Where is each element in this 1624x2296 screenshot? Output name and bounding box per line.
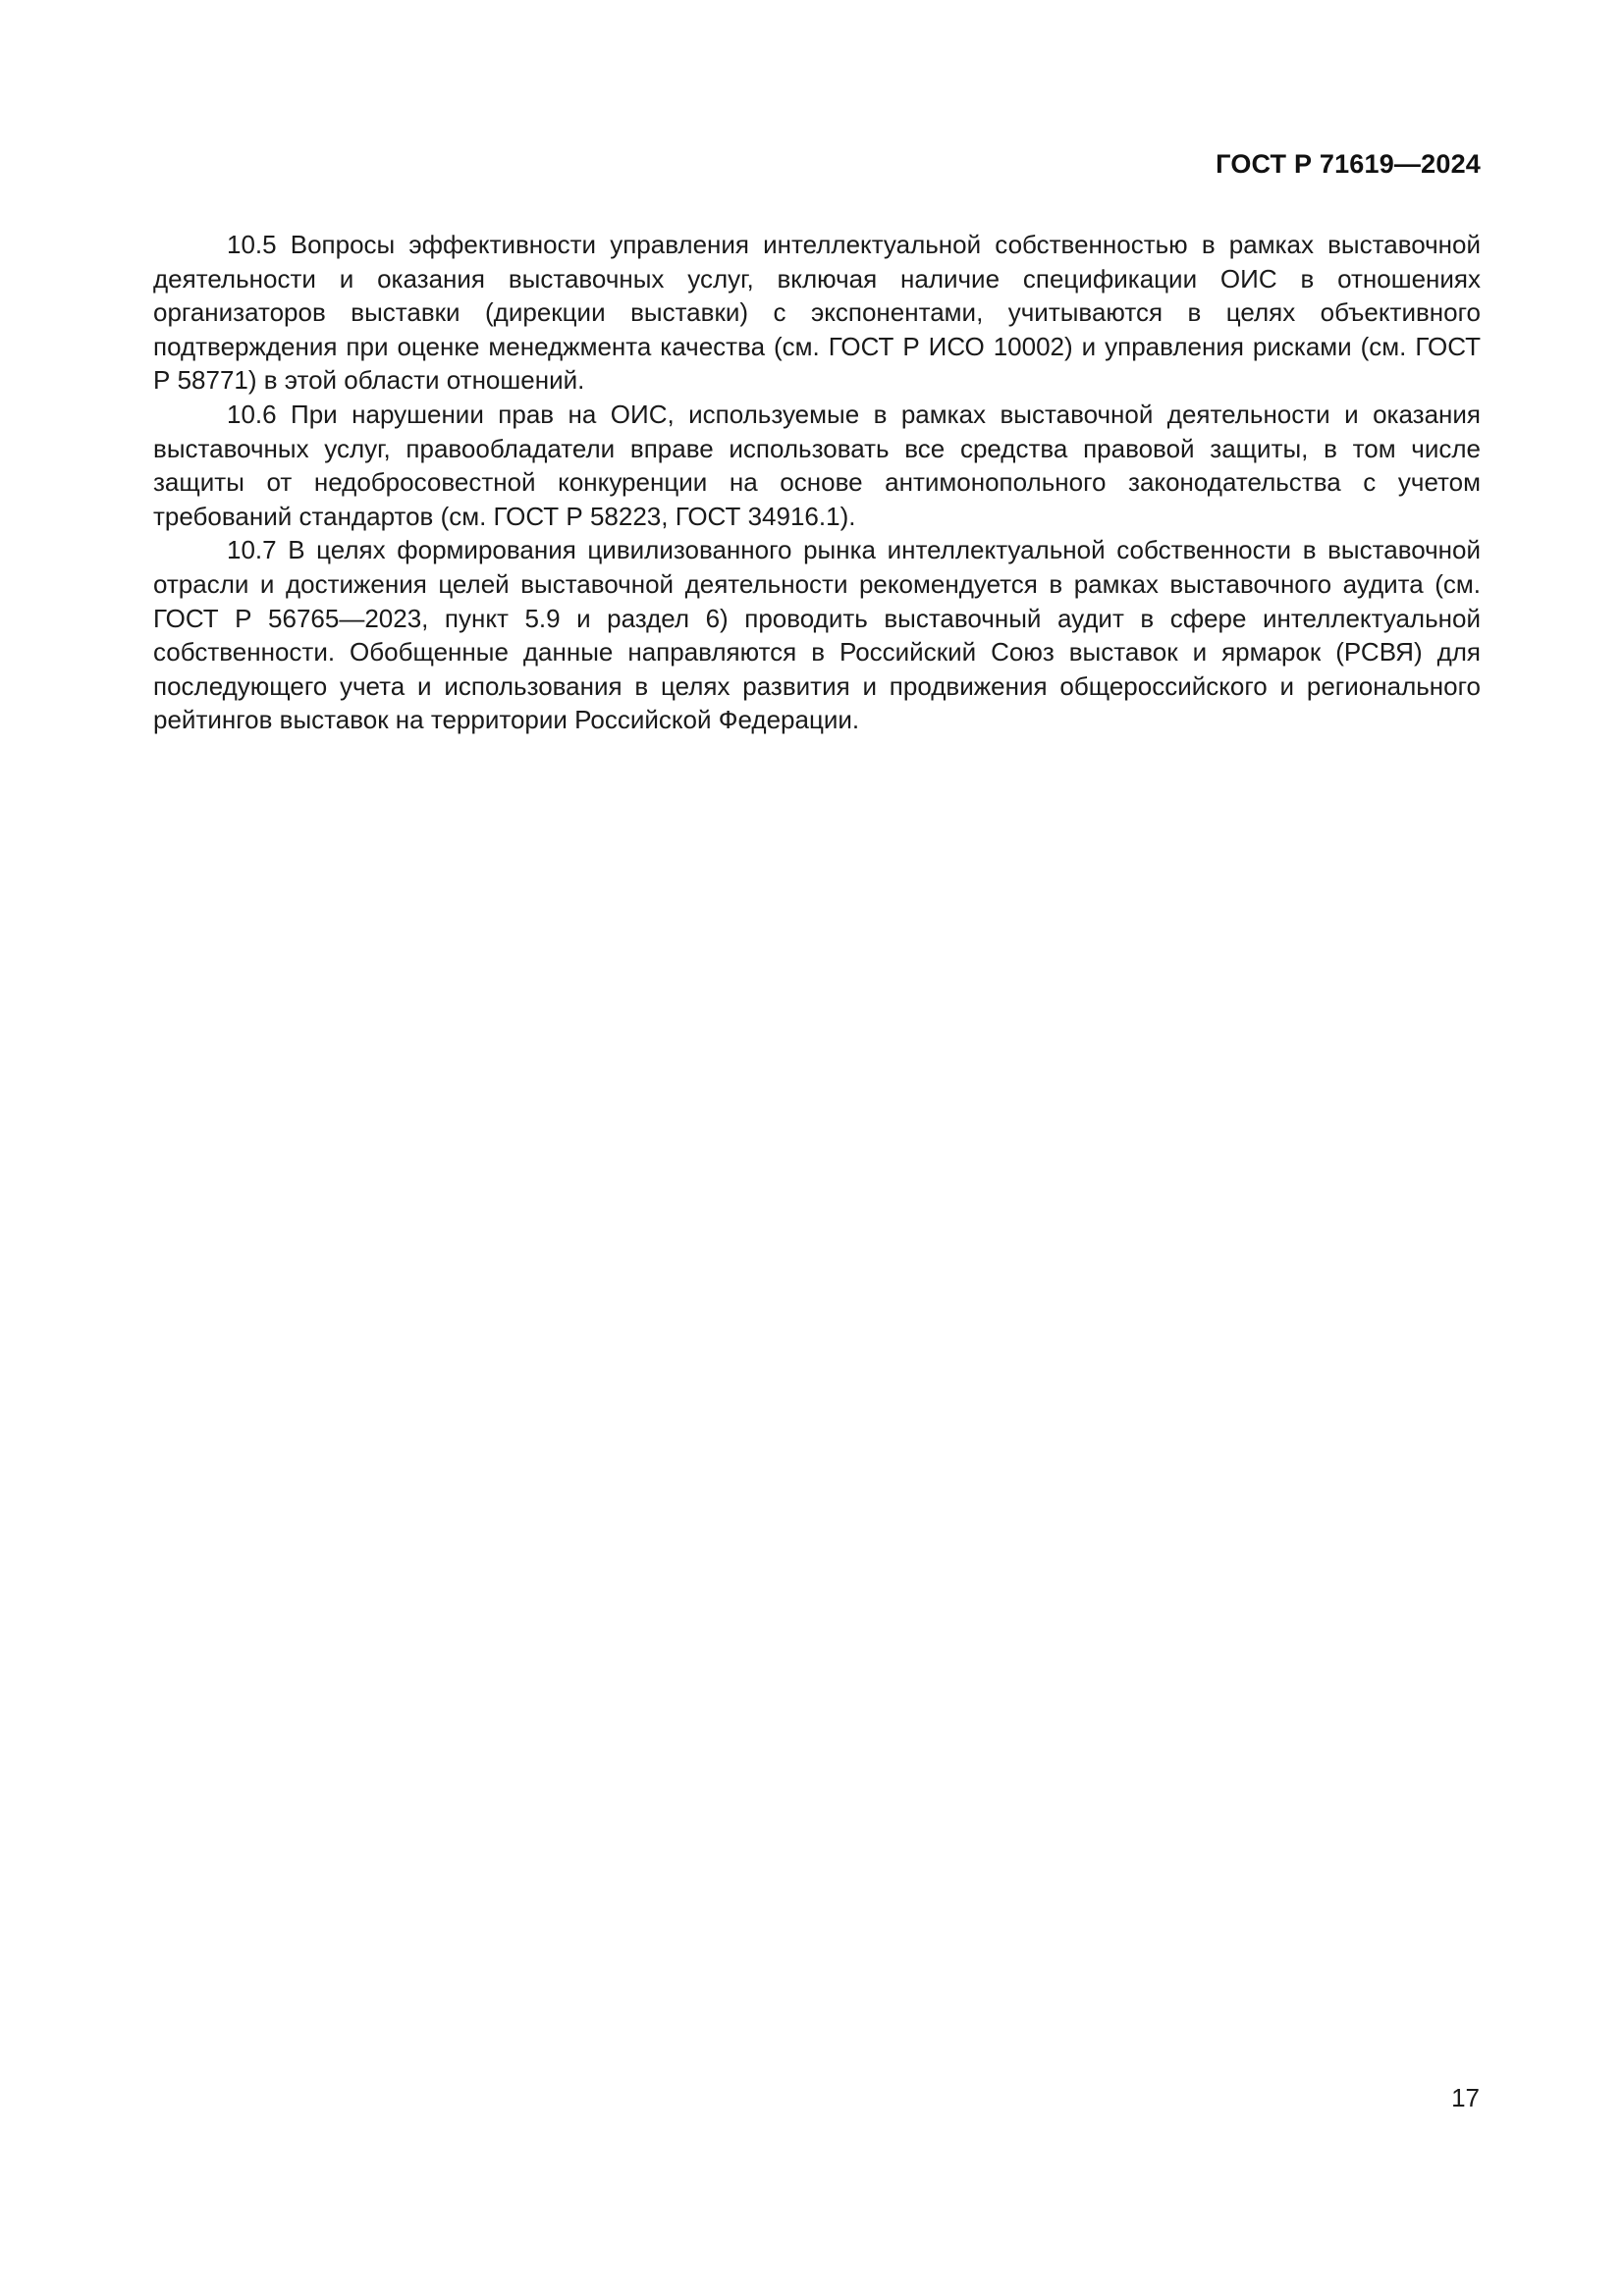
paragraph-10-7: 10.7 В целях формирования цивилизованного рынка интеллектуальной собственности в выставочной отрасли и достижения целей выставочной деятельности рекомендуется в рамках выставочного аудита (см. ГОСТ Р 56765—2023, пункт 5.9 и раздел 6) проводить выставочный аудит в сфере интеллектуальной собственности. Обобщенные данные направляются в Российский Союз выставок и ярмарок (РСВЯ) для последующего учета и использования в целях развития и продвижения общероссийского и регионального рейтингов выставок на территории Российской Федерации. — [153, 535, 1481, 735]
document-code-header: ГОСТ Р 71619—2024 — [1216, 149, 1481, 179]
paragraph-10-6: 10.6 При нарушении прав на ОИС, используемые в рамках выставочной деятельности и оказания выставочных услуг, правообладатели вправе использовать все средства правовой защиты, в том числе защиты от недобросовестной конкуренции на основе антимонопольного законодательства с учетом требований стандартов (см. ГОСТ Р 58223, ГОСТ 34916.1). — [153, 399, 1481, 531]
page-number: 17 — [1451, 2083, 1480, 2112]
document-body — [153, 228, 1481, 737]
paragraph-10-5: 10.5 Вопросы эффективности управления интеллектуальной собственностью в рамках выставочной деятельности и оказания выставочных услуг, включая наличие спецификации ОИС в отношениях организаторов выставки (дирекции выставки) с экспонентами, учитываются в целях объективного подтверждения при оценке менеджмента качества (см. ГОСТ Р ИСО 10002) и управления рисками (см. ГОСТ Р 58771) в этой области отношений. — [153, 230, 1481, 396]
